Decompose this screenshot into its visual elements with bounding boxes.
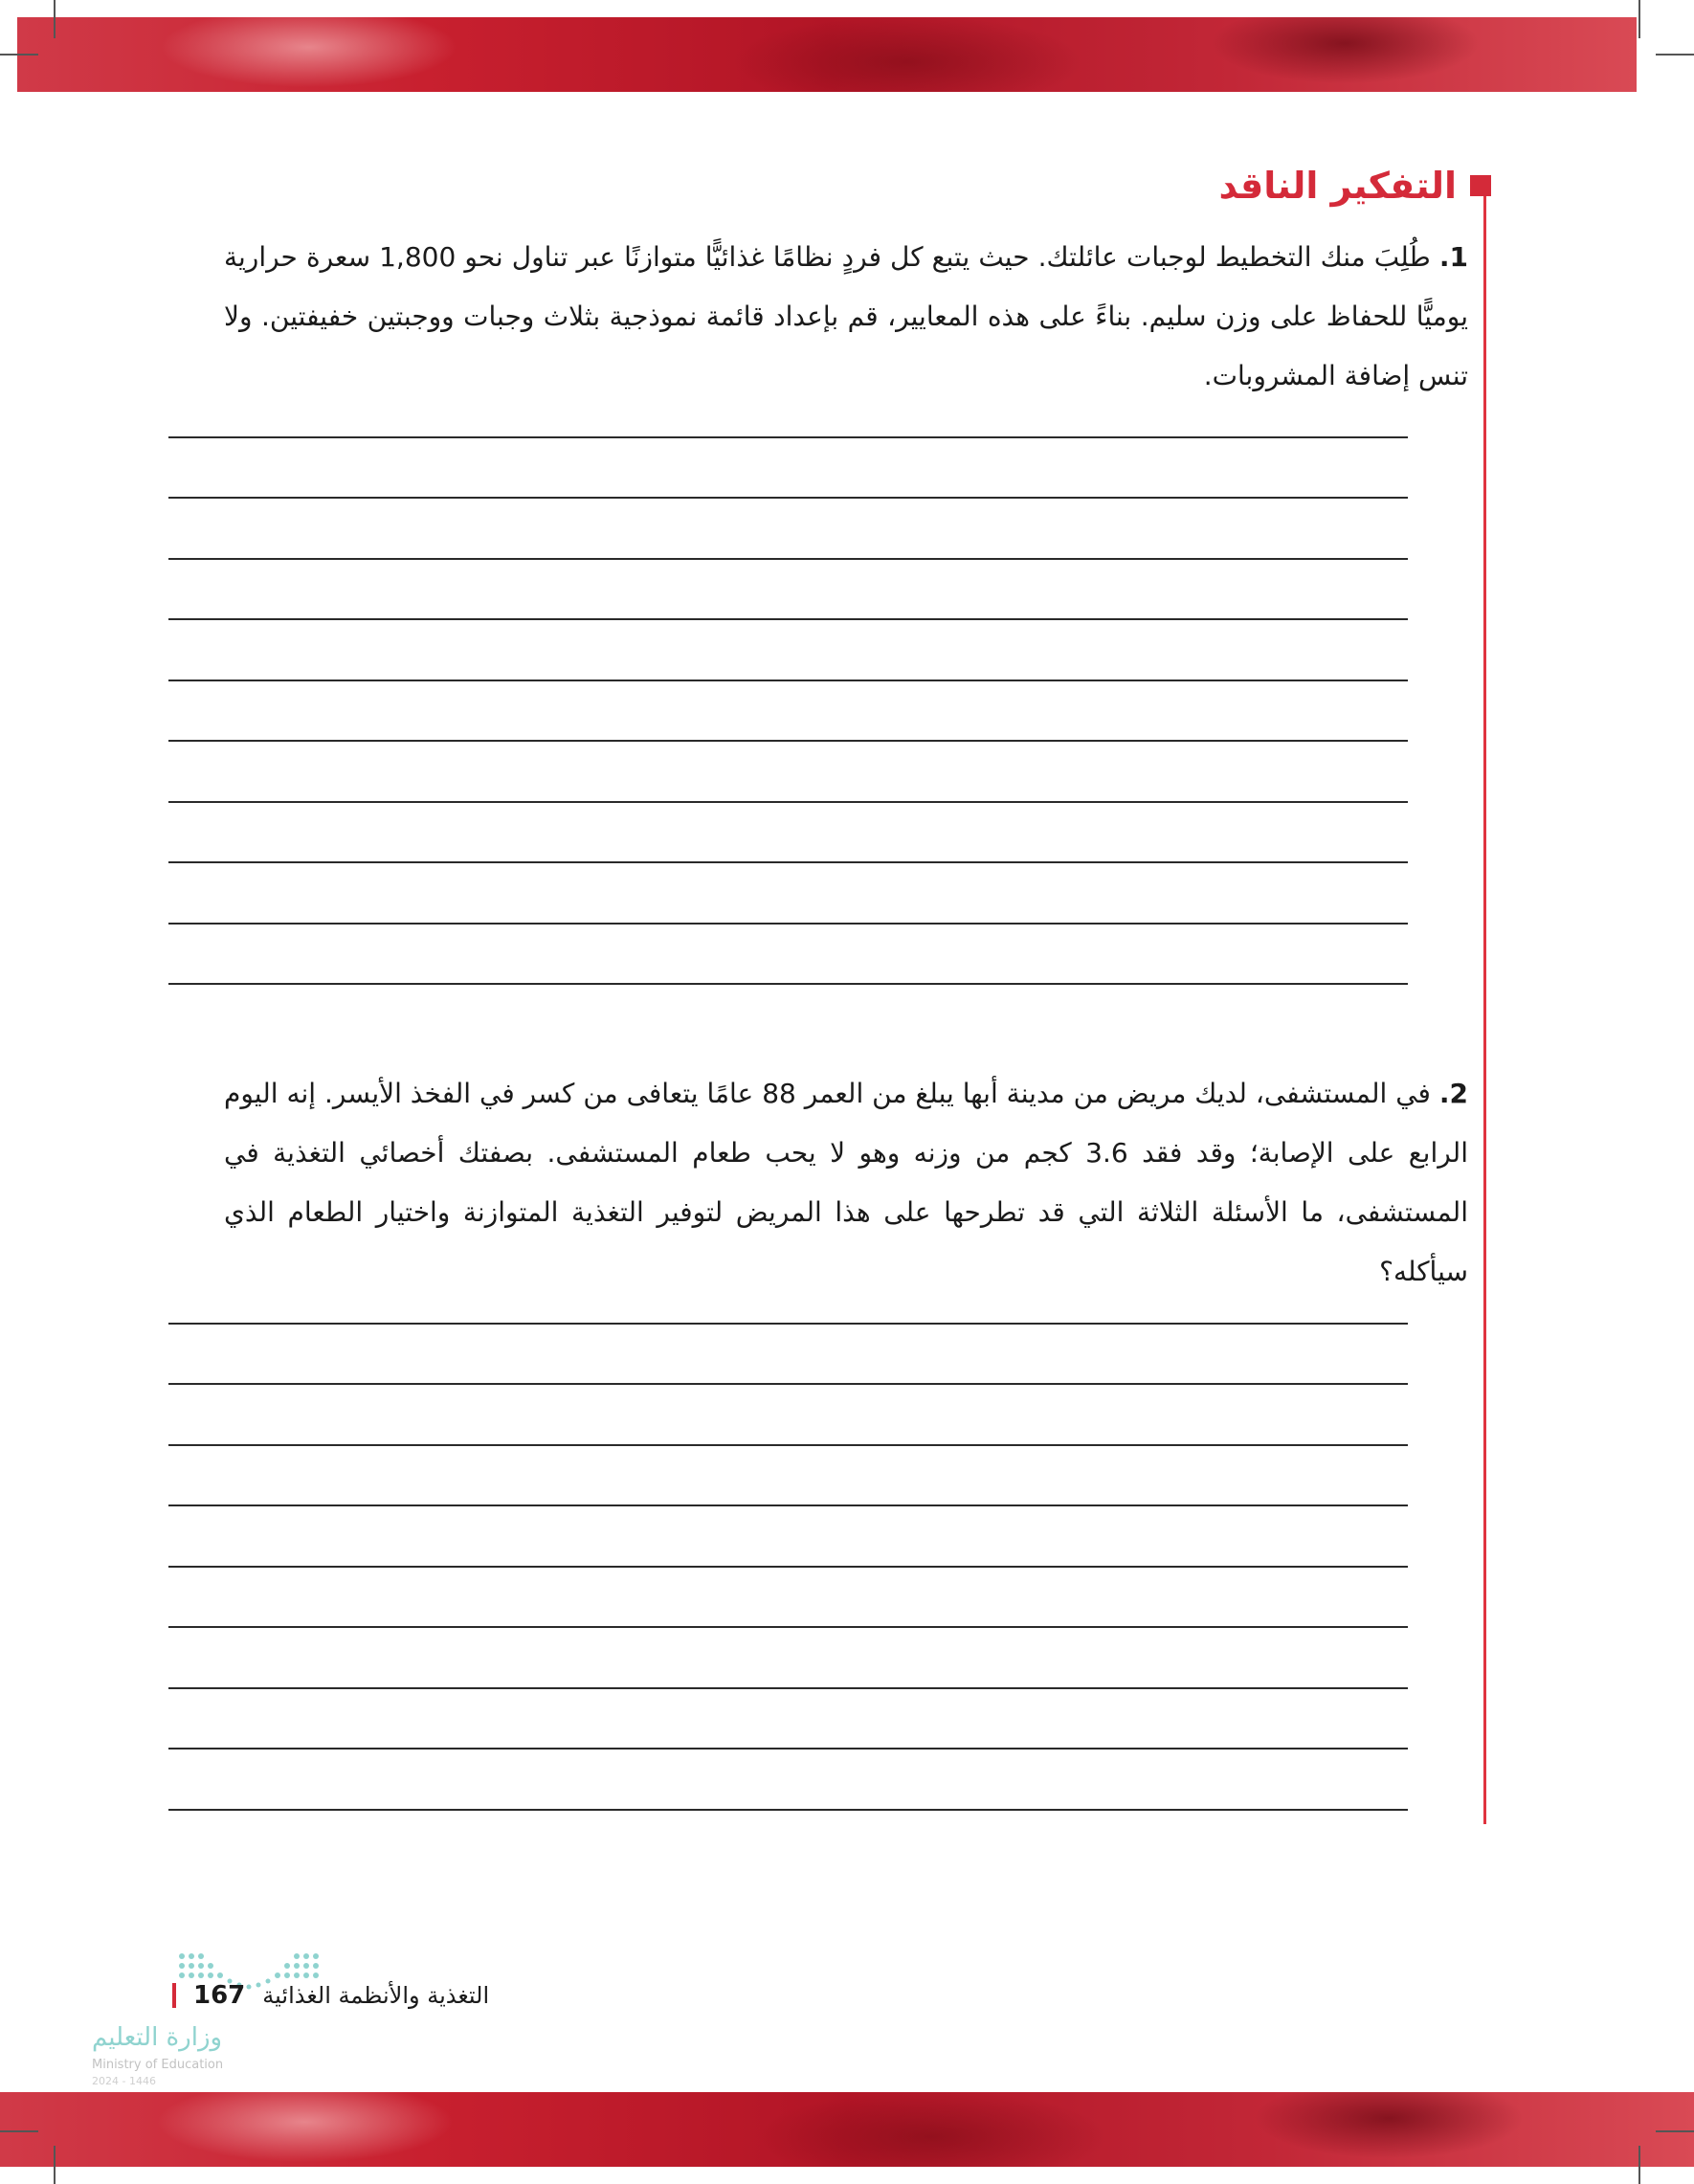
crop-mark [0,2130,38,2132]
answer-line[interactable] [168,861,1408,863]
question-text: طُلِبَ منك التخطيط لوجبات عائلتك. حيث يتبع كل فردٍ نظامًا غذائيًّا متوازنًا عبر تناول نحو 1,800 سعرة حرارية يوميًّا للحفاظ على وزن سليم. بناءً على هذه المعايير، قم بإعداد قائمة نموذجية بثلاث وجبات ووجبتين خفيفتين. ولا تنس إضافة المشروبات. [224,241,1468,391]
answer-line[interactable] [168,618,1408,620]
book-title: التغذية والأنظمة الغذائية [262,1982,490,2009]
answer-line[interactable] [168,923,1408,925]
question-number: 2. [1438,1078,1468,1109]
answer-line[interactable] [168,497,1408,499]
logo-years: 2024 - 1446 [92,2075,156,2087]
answer-line[interactable] [168,1504,1408,1506]
page-number: 167 [193,1981,246,2010]
answer-line[interactable] [168,801,1408,803]
crop-mark [1656,54,1694,56]
question-text: في المستشفى، لديك مريض من مدينة أبها يبلغ من العمر 88 عامًا يتعافى من كسر في الفخذ الأيسر. إنه اليوم الرابع على الإصابة؛ وقد فقد 3.6 كجم من وزنه وهو لا يحب طعام المستشفى. بصفتك أخصائي التغذية في المستشفى، ما الأسئلة الثلاثة التي قد تطرحها على هذا المريض لتوفير التغذية المتوازنة واختيار الطعام الذي سيأكله؟ [224,1078,1468,1287]
margin-rule [1483,178,1486,1824]
answer-line[interactable] [168,983,1408,985]
crop-mark [1638,2146,1640,2184]
answer-line[interactable] [168,1383,1408,1385]
answer-line[interactable] [168,558,1408,560]
answer-line[interactable] [168,1566,1408,1568]
heading-square-icon [1470,175,1491,196]
answer-line[interactable] [168,1809,1408,1811]
footer-divider [172,1983,176,2008]
crop-mark [0,54,38,56]
logo-name-english: Ministry of Education [92,2058,224,2072]
crop-mark [1656,2130,1694,2132]
logo-name-arabic: وزارة التعليم [92,2023,223,2052]
answer-line[interactable] [168,1687,1408,1689]
crop-mark [1638,0,1640,38]
answer-lines-2 [168,1323,1408,1820]
question-number: 1. [1438,241,1468,273]
answer-line[interactable] [168,1444,1408,1446]
top-decorative-band [17,17,1637,92]
crop-mark [54,0,56,38]
crop-mark [54,2146,56,2184]
page-footer [172,1981,489,2010]
section-title: التفكير الناقد [1218,165,1457,207]
answer-line[interactable] [168,1748,1408,1749]
answer-lines-1 [168,436,1408,992]
ministry-logo [92,1949,350,2087]
section-heading [1218,165,1491,207]
answer-line[interactable] [168,1626,1408,1628]
answer-line[interactable] [168,680,1408,681]
answer-line[interactable] [168,436,1408,438]
bottom-decorative-band [0,2092,1694,2167]
answer-line[interactable] [168,740,1408,742]
answer-line[interactable] [168,1323,1408,1325]
question-1 [224,228,1468,406]
question-2 [224,1064,1468,1302]
